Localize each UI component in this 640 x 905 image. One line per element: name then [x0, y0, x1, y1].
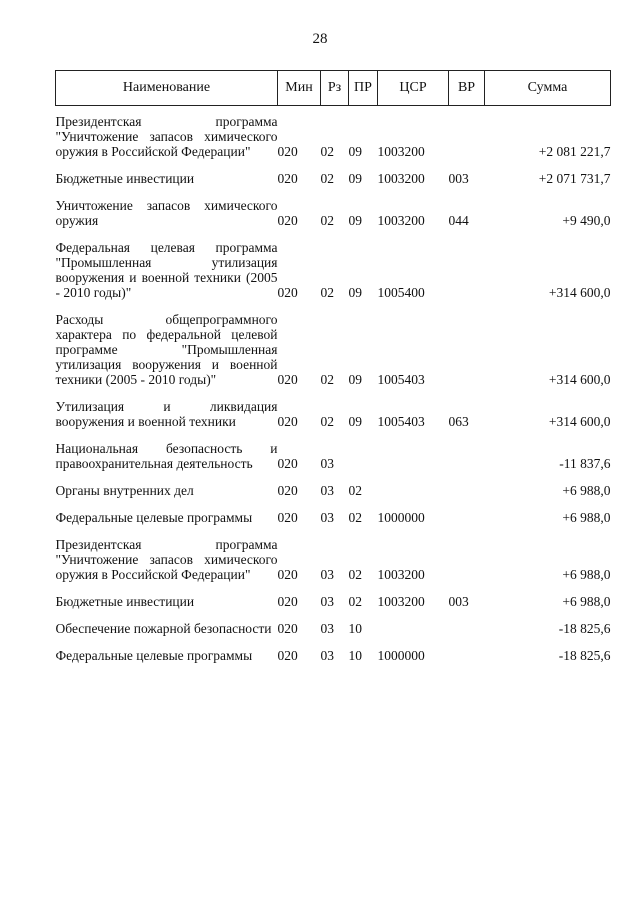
row-pr [349, 433, 378, 475]
row-sum: +6 988,0 [562, 594, 611, 609]
row-min: 020 [277, 456, 298, 471]
row-vr: 003 [448, 171, 469, 186]
row-sum: +9 490,0 [562, 213, 611, 228]
row-rz: 03 [320, 594, 334, 609]
header-vr: ВР [449, 71, 485, 106]
row-name: Федеральная целевая программа "Промышленная утилизация вооружения и военной техники (2005 - 2010 годы)" [55, 240, 278, 300]
row-csr [378, 613, 449, 640]
row-min: 020 [277, 567, 298, 582]
row-min: 020 [277, 594, 298, 609]
row-name: Федеральные целевые программы [55, 510, 253, 525]
header-rz: Рз [321, 71, 349, 106]
row-csr: 1003200 [377, 171, 425, 186]
row-pr: 10 [348, 621, 362, 636]
row-csr: 1005400 [377, 285, 425, 300]
row-csr: 1003200 [377, 594, 425, 609]
row-pr: 02 [348, 594, 362, 609]
row-csr: 1005403 [377, 372, 425, 387]
row-rz: 03 [320, 510, 334, 525]
row-pr: 10 [348, 648, 362, 663]
row-sum: +2 071 731,7 [538, 171, 611, 186]
row-sum: +314 600,0 [548, 372, 611, 387]
table-row [56, 640, 611, 667]
row-name: Бюджетные инвестиции [55, 171, 195, 186]
table-row [56, 232, 611, 304]
row-vr [449, 304, 485, 391]
row-sum: +314 600,0 [548, 285, 611, 300]
row-sum: -18 825,6 [558, 648, 611, 663]
row-name: Национальная безопасность и правоохранительная деятельность [55, 441, 278, 471]
row-pr: 02 [348, 510, 362, 525]
row-min: 020 [277, 483, 298, 498]
row-sum: +6 988,0 [562, 567, 611, 582]
row-vr [449, 106, 485, 164]
table-row [56, 163, 611, 190]
row-sum: +6 988,0 [562, 483, 611, 498]
row-rz: 02 [320, 285, 334, 300]
row-sum: -18 825,6 [558, 621, 611, 636]
row-rz: 02 [320, 171, 334, 186]
row-rz: 03 [320, 456, 334, 471]
table-row [56, 106, 611, 164]
row-min: 020 [277, 372, 298, 387]
table-row [56, 391, 611, 433]
row-rz: 03 [320, 483, 334, 498]
table-row [56, 529, 611, 586]
row-min: 020 [277, 144, 298, 159]
budget-table [55, 70, 611, 667]
table-row [56, 304, 611, 391]
row-pr: 02 [348, 483, 362, 498]
row-csr: 1003200 [377, 144, 425, 159]
table-body [56, 106, 611, 668]
row-csr: 1003200 [377, 213, 425, 228]
row-csr: 1005403 [377, 414, 425, 429]
row-csr: 1003200 [377, 567, 425, 582]
table-row [56, 190, 611, 232]
row-rz: 02 [320, 144, 334, 159]
row-csr: 1000000 [377, 510, 425, 525]
row-name: Утилизация и ликвидация вооружения и военной техники [55, 399, 278, 429]
row-vr: 044 [448, 213, 469, 228]
row-sum: +314 600,0 [548, 414, 611, 429]
row-min: 020 [277, 414, 298, 429]
row-min: 020 [277, 648, 298, 663]
row-vr [449, 232, 485, 304]
row-name: Президентская программа "Уничтожение запасов химического оружия в Российской Федерации" [55, 537, 278, 582]
row-sum: -11 837,6 [559, 456, 611, 471]
row-pr: 09 [348, 372, 362, 387]
row-name: Расходы общепрограммного характера по федеральной целевой программе "Промышленная утилизация вооружения и военной техники (2005 - 2010 годы)" [55, 312, 278, 387]
table-row [56, 502, 611, 529]
row-min: 020 [277, 171, 298, 186]
row-min: 020 [277, 213, 298, 228]
header-csr: ЦСР [378, 71, 449, 106]
row-vr: 063 [448, 414, 469, 429]
row-rz: 02 [320, 414, 334, 429]
row-pr: 02 [348, 567, 362, 582]
row-vr [449, 433, 485, 475]
row-pr: 09 [348, 171, 362, 186]
row-vr [449, 640, 485, 667]
row-vr [449, 529, 485, 586]
row-csr [378, 475, 449, 502]
row-pr: 09 [348, 414, 362, 429]
row-min: 020 [277, 285, 298, 300]
row-name: Уничтожение запасов химического оружия [55, 198, 278, 228]
row-rz: 03 [320, 648, 334, 663]
row-sum: +6 988,0 [562, 510, 611, 525]
row-vr: 003 [448, 594, 469, 609]
row-name: Федеральные целевые программы [55, 648, 253, 663]
header-name: Наименование [56, 71, 278, 106]
table-row [56, 613, 611, 640]
row-rz: 03 [320, 621, 334, 636]
row-vr [449, 613, 485, 640]
row-name: Обеспечение пожарной безопасности [55, 621, 272, 636]
row-vr [449, 475, 485, 502]
row-min: 020 [277, 621, 298, 636]
row-rz: 03 [320, 567, 334, 582]
row-pr: 09 [348, 144, 362, 159]
row-pr: 09 [348, 213, 362, 228]
row-pr: 09 [348, 285, 362, 300]
page-number: 28 [312, 31, 328, 47]
row-min: 020 [277, 510, 298, 525]
row-name: Президентская программа "Уничтожение запасов химического оружия в Российской Федерации" [55, 114, 278, 159]
row-rz: 02 [320, 372, 334, 387]
row-csr [378, 433, 449, 475]
table-row [56, 433, 611, 475]
table-row [56, 586, 611, 613]
row-csr: 1000000 [377, 648, 425, 663]
row-name: Бюджетные инвестиции [55, 594, 195, 609]
header-pr: ПР [349, 71, 378, 106]
row-rz: 02 [320, 213, 334, 228]
row-name: Органы внутренних дел [55, 483, 194, 498]
row-vr [449, 502, 485, 529]
header-min: Мин [278, 71, 321, 106]
table-row [56, 475, 611, 502]
row-sum: +2 081 221,7 [538, 144, 611, 159]
header-row [56, 71, 611, 106]
header-sum: Сумма [485, 71, 611, 106]
